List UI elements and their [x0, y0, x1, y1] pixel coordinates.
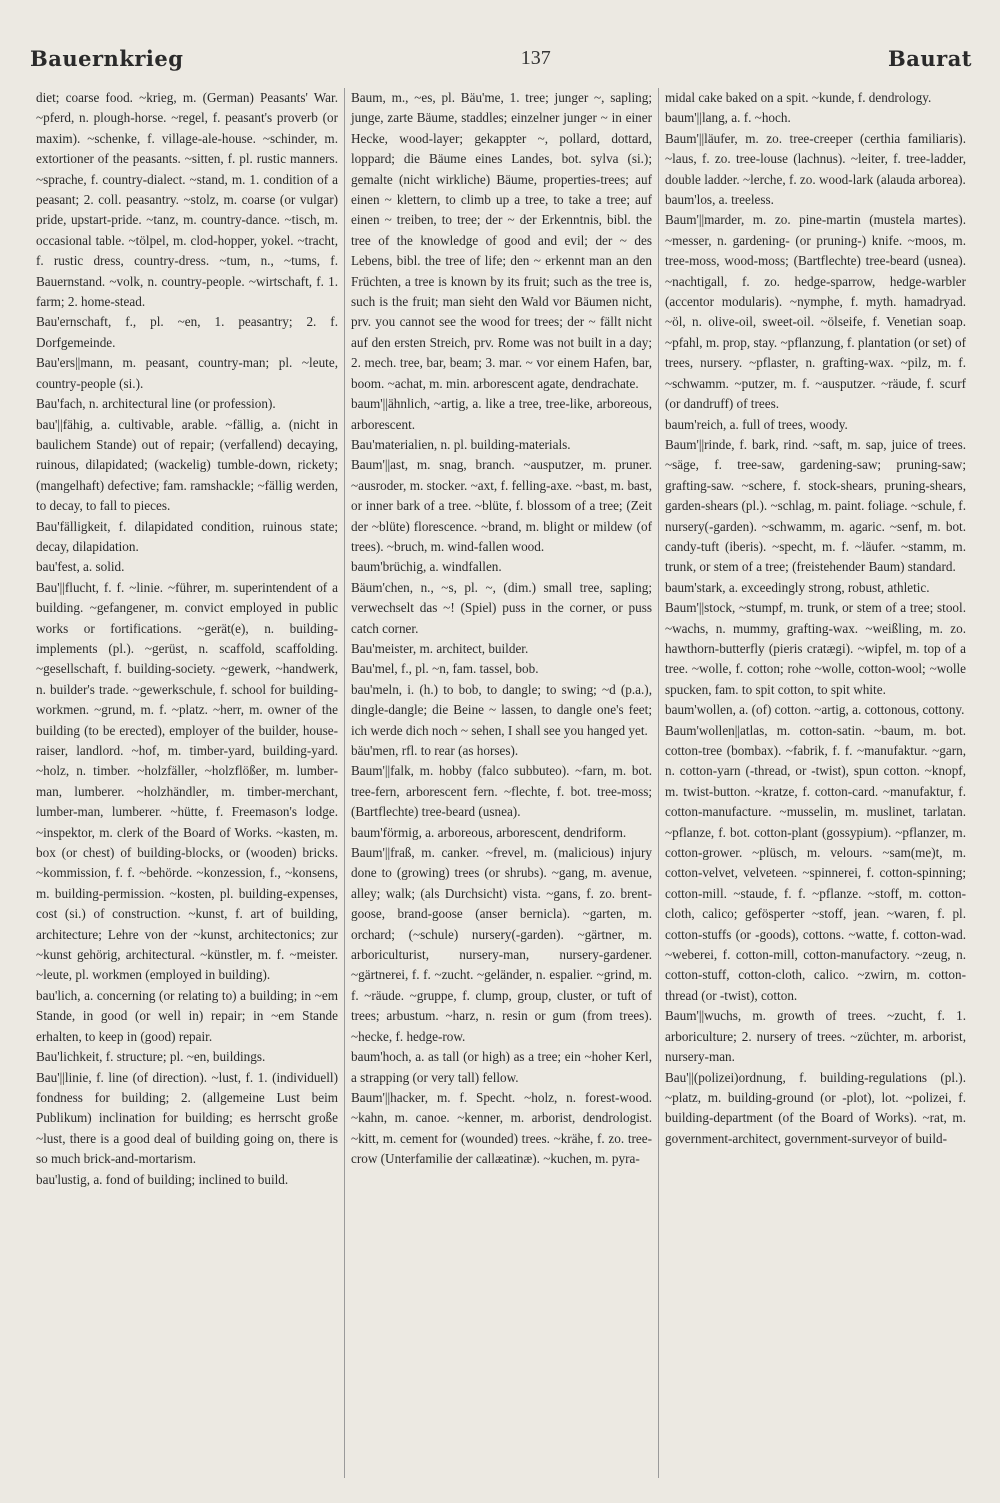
- dictionary-entry: Bau'||(polizei)ordnung, f. building-regulations (pl.). ~platz, m. building-ground (or -plot), lot. ~polizei, f. building-department (of the Board of Works). ~rat, m. government-architect, government-surveyor of build-: [665, 1069, 966, 1146]
- dictionary-entry: Bau'fach, n. architectural line (or profession).: [36, 396, 276, 412]
- dictionary-entry: bau'meln, i. (h.) to bob, to dangle; to swing; ~d (p.a.), dingle-dangle; die Beine ~ lassen, to dangle one's feet; ich werde dich noch ~ sehen, I shall see you hanged yet.: [351, 681, 652, 738]
- dictionary-entry: Bau'mel, f., pl. ~n, fam. tassel, bob.: [351, 661, 539, 677]
- dictionary-entry: bäu'men, rfl. to rear (as horses).: [351, 743, 519, 758]
- dictionary-entry: baum'stark, a. exceedingly strong, robust, athletic.: [665, 579, 930, 595]
- dictionary-entry: Baum'||läufer, m. zo. tree-creeper (certhia familiaris). ~laus, f. zo. tree-louse (lachnus). ~leiter, f. tree-ladder, double ladder. ~lerche, f. zo. wood-lark (alauda arborea).: [665, 130, 966, 187]
- dictionary-entry: diet; coarse food. ~krieg, m. (German) Peasants' War. ~pferd, n. plough-horse. ~regel, f. peasant's proverb (or maxim). ~schenke, f. village-ale-house. ~schinder, m. extortioner of the peasants. ~sitten, f. pl. rustic manners. ~sprache, f. country-dialect. ~stand, m. 1. condition of a peasant; 2. coll. peasantry. ~stolz, m. coarse (or vulgar) pride, upstart-pride. ~tanz, m. country-dance. ~tisch, m. occasional table. ~tölpel, m. clod-hopper, yokel. ~tracht, f. rustic dress, country-dress. ~tum, n., ~tums, f. Bauernstand. ~volk, n. country-people. ~wirtschaft, f. 1. farm; 2. home-stead.: [36, 90, 338, 310]
- dictionary-entry: Baum'||fraß, m. canker. ~frevel, m. (malicious) injury done to (growing) trees (or shrubs). ~gang, m. avenue, alley; walk; (als Durchsicht) vista. ~gans, f. zo. brent-goose, brand-goose (anser bernicla). ~garten, m. orchard; (~schule) nursery(-garden). ~gärtner, m. arboriculturist, nursery-man, nursery-gardener. ~gärtnerei, f. f. ~zucht. ~geländer, n. espalier. ~grind, m. f. ~räude. ~gruppe, f. clump, group, cluster, or tuft of trees; arbustum. ~harz, n. resin or gum (from trees). ~hecke, f. hedge-row.: [351, 845, 652, 1044]
- dictionary-entry: baum'wollen, a. (of) cotton. ~artig, a. cottonous, cottony.: [665, 702, 965, 718]
- column-2: [344, 88, 658, 1478]
- dictionary-entry: baum'||ähnlich, ~artig, a. like a tree, tree-like, arboreous, arborescent.: [351, 396, 652, 432]
- dictionary-entry: Baum'wollen||atlas, m. cotton-satin. ~baum, m. bot. cotton-tree (bombax). ~fabrik, f. f. ~manufaktur. ~garn, n. cotton-yarn (-thread, or -twist), spun cotton. ~knopf, m. twist-button. ~kratze, f. cotton-card. ~manufaktur, f. cotton-manufacture. ~musselin, m. muslinet, tarlatan. ~pflanze, f. bot. cotton-plant (gossypium). ~pflanzer, m. cotton-grower. ~plüsch, m. velours. ~sam(me)t, m. cotton-velvet, velveteen. ~spinnerei, f. cotton-spinning; cotton-mill. ~staude, f. f. ~pflanze. ~stoff, m. cotton-cloth, calico; gefösperter ~stoff, jean. ~waren, f. pl. cotton-stuffs (or -goods), cottons. ~watte, f. cotton-wad. ~weberei, f. cotton-mill, cotton-manufactory. ~zeug, n. cotton-stuff, cotton-cloth, calico. ~zwirn, m. cotton-thread (or -twist), cotton.: [665, 722, 966, 1003]
- dictionary-entry: Baum'||wuchs, m. growth of trees. ~zucht, f. 1. arboriculture; 2. nursery of trees. ~züchter, m. arborist, nursery-man.: [665, 1008, 966, 1065]
- dictionary-entry: Bäum'chen, n., ~s, pl. ~, (dim.) small tree, sapling; verwechselt das ~! (Spiel) puss in the corner, or puss catch corner.: [351, 579, 652, 636]
- dictionary-entry: bau'lich, a. concerning (or relating to) a building; in ~em Stande, in good (or well in) repair; in ~em Stande erhalten, to keep in (good) repair.: [36, 987, 338, 1044]
- dictionary-entry: Bau'meister, m. architect, builder.: [351, 640, 529, 656]
- dictionary-entry: baum'reich, a. full of trees, woody.: [665, 416, 848, 432]
- dictionary-entry: Bau'||linie, f. line (of direction). ~lust, f. 1. (individuell) fondness for building; 2. (allgemeine Lust beim Publikum) inclination for building; es herrscht große ~lust, there is a good deal of building going on, there is so much brick-and-mortarism.: [36, 1069, 338, 1167]
- right-headword: Baurat: [888, 45, 972, 71]
- dictionary-entry: bau'fest, a. solid.: [36, 559, 125, 575]
- dictionary-entry: Bau'||flucht, f. f. ~linie. ~führer, m. superintendent of a building. ~gefangener, m. convict employed in public works or fortifications. ~gerät(e), n. building-implements (pl.). ~gerüst, n. scaffold, scaffolding. ~gesellschaft, f. building-society. ~gewerk, ~handwerk, n. builder's trade. ~gewerkschule, f. school for building-workmen. ~grund, m. f. ~platz. ~herr, m. owner of the building (to be erected), employer of the builder, house-raiser, landlord. ~hof, m. timber-yard, building-yard. ~holz, n. timber. ~holzfäller, ~holzflößer, m. lumber-man, lumberer. ~holzhändler, m. timber-merchant, lumber-man, lumberer. ~hütte, f. Freemason's lodge. ~inspektor, m. clerk of the Board of Works. ~kasten, m. box (or chest) of building-blocks, or (wooden) bricks. ~kommission, f. f. ~behörde. ~konzession, f., ~konsens, m. building-permission. ~kosten, pl. building-expenses, cost (si.) of construction. ~kunst, f. art of building, architecture; Lehre von der ~kunst, architectonics; zur ~kunst gehörig, architectural. ~künstler, m. f. ~meister. ~leute, pl. workmen (employed in building).: [36, 579, 338, 983]
- dictionary-entry: baum'los, a. treeless.: [665, 192, 774, 208]
- left-headword: Bauernkrieg: [30, 45, 184, 71]
- dictionary-entry: baum'brüchig, a. windfallen.: [351, 559, 502, 575]
- page-header: [30, 38, 972, 78]
- dictionary-entry: Baum'||marder, m. zo. pine-martin (mustela martes). ~messer, n. gardening- (or pruning-) knife. ~moos, m. tree-moss, wood-moss; (Bartflechte) tree-beard (usnea). ~nachtigall, f. zo. hedge-sparrow, hedge-warbler (accentor modularis). ~nymphe, f. myth. hamadryad. ~öl, n. olive-oil, sweet-oil. ~ölseife, f. Venetian soap. ~pfahl, m. prop, stay. ~pflanzung, f. plantation (or set) of trees, nursery. ~pflaster, n. grafting-wax. ~pilz, m. f. ~schwamm. ~putzer, m. f. ~ausputzer. ~räude, f. scurf (or dandruff) of trees.: [665, 212, 966, 412]
- dictionary-entry: Bau'lichkeit, f. structure; pl. ~en, buildings.: [36, 1049, 266, 1065]
- dictionary-entry: Baum'||hacker, m. f. Specht. ~holz, n. forest-wood. ~kahn, m. canoe. ~kenner, m. arborist, dendrologist. ~kitt, m. cement for (wounded) trees. ~krähe, f. zo. tree-crow (Unterfamilie der callæatinæ). ~kuchen, m. pyra-: [351, 1089, 652, 1167]
- dictionary-entry: Bau'materialien, n. pl. building-materials.: [351, 436, 571, 452]
- dictionary-entry: Baum'||falk, m. hobby (falco subbuteo). ~farn, m. bot. tree-fern, arborescent fern. ~flechte, f. bot. tree-moss; (Bartflechte) tree-beard (usnea).: [351, 763, 652, 820]
- dictionary-entry: bau'||fähig, a. cultivable, arable. ~fällig, a. (nicht in baulichem Stande) out of repair; (verfallend) decaying, ruinous, dilapidated; (wackelig) tumble-down, rickety; (mangelhaft) defective; fam. ramshackle; ~fällig werden, to decay, to fall to pieces.: [36, 416, 338, 514]
- dictionary-entry: baum'hoch, a. as tall (or high) as a tree; ein ~hoher Kerl, a strapping (or very tall) fellow.: [351, 1049, 652, 1085]
- dictionary-entry: midal cake baked on a spit. ~kunde, f. dendrology.: [665, 90, 932, 105]
- page-number: 137: [520, 46, 551, 69]
- dictionary-entry: Baum, m., ~es, pl. Bäu'me, 1. tree; junger ~, sapling; junge, zarte Bäume, staddles; einzelner junger ~ in einer Hecke, wood-layer; gekappter ~, pollard, dottard, loppard; die Bäume eines Landes, bot. sylva (si.); gemalte (nicht wirkliche) Bäume, properties-trees; auf einen ~ klettern, to climb up a tree, to take a tree; auf einen ~ treiben, to tree; der ~ der Erkenntnis, bibl. the tree of the knowledge of good and evil; der ~ des Lebens, bibl. the tree of life; den ~ erkennt man an den Früchten, a tree is known by its fruit; such as the tree is, such is the fruit; man sieht den Wald vor Bäumen nicht, prv. you cannot see the wood for trees; der ~ fällt nicht auf den ersten Streich, prv. Rome was not built in a day; 2. mech. tree, bar, beam; 3. mar. ~ vor einem Hafen, bar, boom. ~achat, m. min. arborescent agate, dendrachate.: [351, 90, 652, 391]
- dictionary-entry: Baum'||ast, m. snag, branch. ~ausputzer, m. pruner. ~ausroder, m. stocker. ~axt, f. felling-axe. ~bast, m. bast, or inner bark of a tree. ~blüte, f. blossom of a tree; (Zeit der ~blüte) florescence. ~brand, m. blight or mildew (of trees). ~bruch, m. wind-fallen wood.: [351, 457, 652, 554]
- dictionary-entry: Bau'ernschaft, f., pl. ~en, 1. peasantry; 2. f. Dorfgemeinde.: [36, 314, 338, 350]
- dictionary-entry: bau'lustig, a. fond of building; inclined to build.: [36, 1171, 289, 1187]
- dictionary-entry: Bau'fälligkeit, f. dilapidated condition, ruinous state; decay, dilapidation.: [36, 518, 338, 554]
- dictionary-entry: Baum'||stock, ~stumpf, m. trunk, or stem of a tree; stool. ~wachs, n. mummy, grafting-wax. ~weißling, m. zo. hawthorn-butterfly (pieris cratægi). ~wipfel, m. top of a tree. ~wolle, f. cotton; rohe ~wolle, cotton-wool; ~wolle spucken, fam. to spit cotton, to spit white.: [665, 600, 966, 697]
- dictionary-entry: Baum'||rinde, f. bark, rind. ~saft, m. sap, juice of trees. ~säge, f. tree-saw, gardening-saw; pruning-saw; grafting-saw. ~schere, f. stock-shears, pruning-shears, garden-shears (pl.). ~schlag, m. paint. foliage. ~schule, f. nursery(-garden). ~schwamm, m. agaric. ~senf, m. bot. candy-tuft (iberis). ~specht, m. f. ~läufer. ~stamm, m. trunk, or stem of a tree; (freistehender Baum) standard.: [665, 436, 967, 575]
- column-3: [658, 88, 972, 1478]
- dictionary-entry: baum'||lang, a. f. ~hoch.: [665, 110, 791, 126]
- dictionary-entry: baum'förmig, a. arboreous, arborescent, dendriform.: [351, 824, 627, 840]
- column-1: [30, 88, 344, 1478]
- text-columns: [30, 88, 972, 1478]
- dictionary-entry: Bau'ers||mann, m. peasant, country-man; pl. ~leute, country-people (si.).: [36, 355, 338, 391]
